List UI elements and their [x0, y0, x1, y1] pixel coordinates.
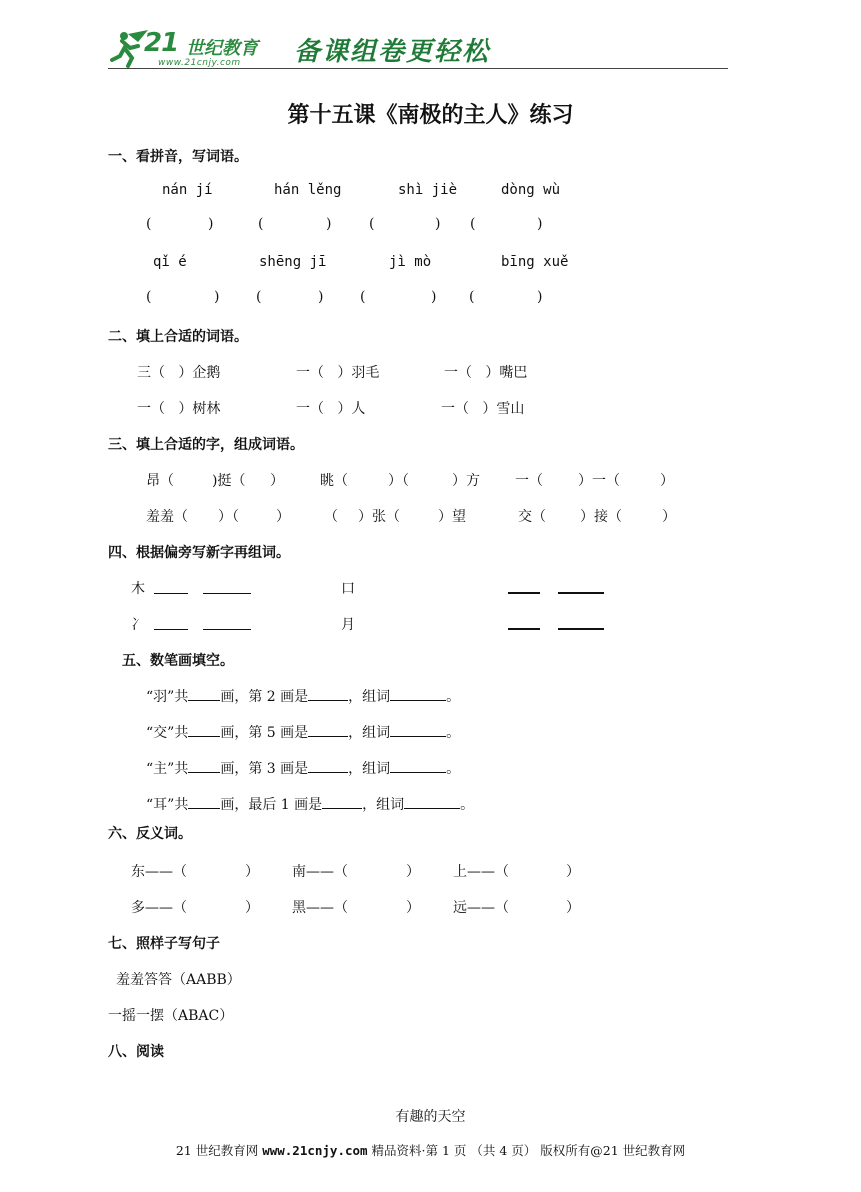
answer-blank[interactable]: ( [469, 289, 475, 305]
section-8-heading: 八、阅读 [108, 1044, 164, 1060]
slogan: 备课组卷更轻松 [294, 37, 491, 67]
answer-blank[interactable]: ( [146, 216, 152, 232]
char-blank[interactable] [508, 579, 540, 594]
word-blank[interactable]: ）一（ [578, 473, 620, 489]
char-blank[interactable] [154, 615, 188, 630]
section-3-heading: 三、填上合适的字，组成词语。 [108, 437, 304, 453]
answer-blank[interactable]: ( [258, 216, 264, 232]
pinyin-8: bīng xuě [501, 254, 569, 270]
pinyin-2: hán lěng [274, 182, 342, 198]
radical-label: 口 [341, 581, 355, 597]
blank[interactable] [188, 722, 220, 737]
blank[interactable] [390, 722, 446, 737]
fill-item[interactable]: 一（ ）羽毛 [296, 365, 380, 381]
radical-label: 木 [131, 581, 145, 597]
answer-blank: ) [208, 216, 214, 232]
logo-url: www.21cnjy.com [158, 58, 241, 68]
antonym-close: ） [566, 864, 580, 880]
answer-blank: ) [431, 289, 437, 305]
header-divider [108, 68, 728, 69]
answer-blank: ) [435, 216, 441, 232]
word-blank[interactable] [558, 579, 604, 594]
antonym-close: ） [406, 864, 420, 880]
blank[interactable] [308, 722, 348, 737]
word-blank[interactable] [203, 615, 251, 630]
pinyin-6: shēng jī [259, 254, 327, 270]
pinyin-4: dòng wù [501, 182, 561, 198]
antonym-close: ） [245, 864, 259, 880]
word-blank[interactable]: （ [324, 509, 338, 525]
char-blank[interactable] [508, 615, 540, 630]
stroke-line: “耳”共 画，最后 1 画是 ，组词 。 [146, 794, 474, 814]
fill-item[interactable]: 一（ ）嘴巴 [444, 365, 528, 381]
fill-item[interactable]: 一（ ）树林 [137, 401, 221, 417]
word-blank[interactable]: 眺（ [320, 473, 348, 489]
answer-blank: ) [318, 289, 324, 305]
word-blank[interactable] [558, 615, 604, 630]
antonym-item[interactable]: 南——（ [292, 864, 348, 880]
section-6-heading: 六、反义词。 [108, 826, 192, 842]
word-blank[interactable]: ）接（ [580, 509, 622, 525]
word-blank[interactable]: 一（ [515, 473, 543, 489]
stroke-line: “交”共 画，第 5 画是 ，组词 。 [146, 722, 460, 742]
answer-blank[interactable]: ( [470, 216, 476, 232]
char-blank[interactable] [154, 579, 188, 594]
page-footer: 21 世纪教育网 www.21cnjy.com 精品资料·第 1 页 （共 4 页） 版权所有@21 世纪教育网 [175, 1143, 686, 1158]
section-4-heading: 四、根据偏旁写新字再组词。 [108, 545, 290, 561]
word-blank[interactable]: 昂（ [146, 473, 174, 489]
pinyin-3: shì jiè [398, 182, 458, 198]
antonym-item[interactable]: 黑——（ [292, 900, 348, 916]
pinyin-7: jì mò [389, 254, 432, 270]
word-blank[interactable]: ）（ [388, 473, 409, 489]
antonym-item[interactable]: 多——（ [131, 900, 187, 916]
blank[interactable] [390, 686, 446, 701]
pattern-example: 一摇一摆（ABAC） [108, 1008, 234, 1024]
answer-blank[interactable]: ( [256, 289, 262, 305]
reading-title: 有趣的天空 [395, 1109, 466, 1125]
blank[interactable] [308, 758, 348, 773]
blank[interactable] [390, 758, 446, 773]
radical-label: 冫 [131, 617, 145, 633]
section-7-heading: 七、照样子写句子 [108, 936, 220, 952]
answer-blank[interactable]: ( [369, 216, 375, 232]
answer-blank: ) [537, 289, 543, 305]
blank[interactable] [404, 794, 460, 809]
pinyin-1: nán jí [162, 182, 213, 198]
word-blank[interactable] [203, 579, 251, 594]
header-logo [108, 26, 728, 70]
stroke-line: “主”共 画，第 3 画是 ，组词 。 [146, 758, 460, 778]
word-blank: ） [270, 473, 284, 489]
blank[interactable] [188, 686, 220, 701]
word-blank: ） [660, 473, 674, 489]
radical-label: 月 [341, 617, 355, 633]
fill-item[interactable]: 一（ ）人 [296, 401, 366, 417]
fill-item[interactable]: 一（ ）雪山 [441, 401, 525, 417]
word-blank[interactable]: 羞羞（ [146, 509, 188, 525]
word-blank: ）方 [452, 473, 480, 489]
answer-blank: ) [326, 216, 332, 232]
word-blank[interactable]: 交（ [518, 509, 546, 525]
word-blank[interactable]: ）（ [218, 509, 239, 525]
stroke-line: “羽”共 画，第 2 画是 ，组词 。 [146, 686, 460, 706]
antonym-item[interactable]: 上——（ [453, 864, 509, 880]
blank[interactable] [188, 794, 220, 809]
blank[interactable] [308, 686, 348, 701]
answer-blank: ) [214, 289, 220, 305]
answer-blank[interactable]: ( [360, 289, 366, 305]
logo-number: 21 [144, 28, 179, 58]
logo-text: 世纪教育 [186, 38, 258, 59]
antonym-item[interactable]: 东——（ [131, 864, 187, 880]
blank[interactable] [322, 794, 362, 809]
footer-site-link[interactable]: www.21cnjy.com [262, 1143, 368, 1158]
section-1-heading: 一、看拼音，写词语。 [108, 149, 248, 165]
section-2-heading: 二、填上合适的词语。 [108, 329, 248, 345]
pattern-example: 羞羞答答（AABB） [116, 972, 241, 988]
word-blank: ）望 [438, 509, 466, 525]
fill-item[interactable]: 三（ ）企鹅 [137, 365, 221, 381]
word-blank[interactable]: )挺（ [212, 473, 246, 489]
antonym-close: ） [245, 900, 259, 916]
word-blank: ） [276, 509, 290, 525]
antonym-close: ） [406, 900, 420, 916]
answer-blank: ) [537, 216, 543, 232]
word-blank: ） [662, 509, 676, 525]
word-blank[interactable]: ）张（ [358, 509, 400, 525]
section-5-heading: 五、数笔画填空。 [122, 653, 234, 669]
antonym-item[interactable]: 远——（ [453, 900, 509, 916]
blank[interactable] [188, 758, 220, 773]
antonym-close: ） [566, 900, 580, 916]
pinyin-5: qǐ é [153, 254, 187, 270]
answer-blank[interactable]: ( [146, 289, 152, 305]
page-title: 第十五课《南极的主人》练习 [287, 103, 574, 128]
